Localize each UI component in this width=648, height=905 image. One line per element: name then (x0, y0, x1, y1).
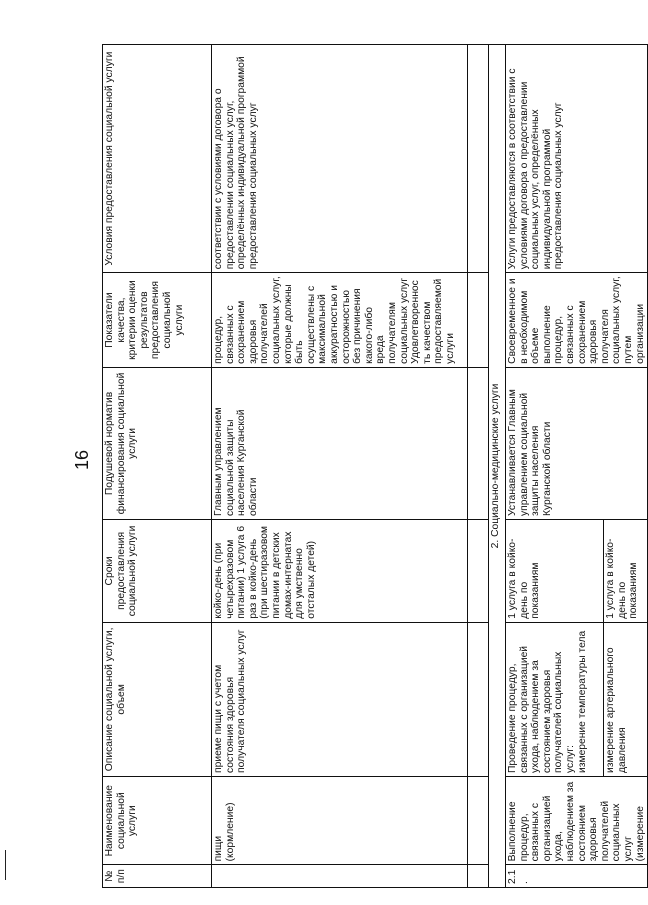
row2-name: Выполнение процедур, связанных с организацией ухода, наблюдением за состоянием здоровья получателей социальных услуг (измерение (506, 776, 648, 864)
header-indicators: Показатели качества, критерии оценки результатов предоставления социальной услуги (103, 273, 212, 368)
row1-terms: койко-день (при четырехразовом питании) 1 услуга 6 раз в койко-день (при шестиразовом питании в детских домах-интернатах для умственно отсталых детей) (212, 519, 468, 622)
row1-conditions: соответствии с условиями договора о предоставлении социальных услуг, определённых индивидуальной программой предоставления социальных услуг (212, 45, 468, 273)
row1-num (212, 865, 468, 888)
row2-norm: Устанавливается Главным управлением социальной защиты населения Курганской области (506, 367, 648, 519)
scan-edge-mark (5, 850, 6, 880)
row2-description-pressure: измерение артериального давления (604, 622, 648, 776)
header-terms: Сроки предоставления социальной услуги (103, 519, 212, 622)
table-row-spacer (468, 45, 489, 888)
row2-terms-a: 1 услуга в койко-день по показаниям (506, 519, 604, 622)
row2-conditions: Услуги предоставляются в соответствии с условиями договора о предоставлении социальных услуг, определённых индивидуальной программой предоставления социальных услуг (506, 45, 648, 273)
section-row (489, 45, 506, 888)
row1-description: приеме пищи с учетом состояния здоровья получателя социальных услуг (212, 622, 468, 776)
row2-description-a (506, 622, 604, 776)
table-row (506, 45, 604, 888)
social-services-table (102, 44, 648, 888)
row1-norm: Главным управлением социальной защиты населения Курганской области (212, 367, 468, 519)
row2-description-main: Проведение процедур, связанных с организацией ухода, наблюдением за состоянием здоровья получателей социальных услуг: (507, 645, 576, 773)
header-conditions: Условия предоставления социальной услуги (103, 45, 212, 273)
row2-description-temp: измерение температуры тела (576, 630, 588, 773)
table-row (212, 45, 468, 888)
header-name: Наименование социальной услуги (103, 776, 212, 864)
row2-indicators: Своевременное и в необходимом объеме выполнение процедур, связанных с сохранением здоровья получателя социальных услуг, путем организации (506, 273, 648, 368)
header-norm: Подушевой норматив финансирования социальной услуги (103, 367, 212, 519)
services-table-page (102, 44, 646, 888)
table-header-row (103, 45, 212, 888)
row2-num: 2.1. (506, 865, 648, 888)
row1-name: пищи (кормление) (212, 776, 468, 864)
header-num: № п/п (103, 865, 212, 888)
header-description: Описание социальной услуги, объем (103, 622, 212, 776)
row1-indicators: процедур, связанных с сохранением здоровья получателей социальных услуг, которые должны быть осуществлены с максимальной аккуратностью и осторожностью без причинения какого-либо вреда получателям социальных услуг Удовлетворенность качеством предоставляемой услуги (212, 273, 468, 368)
section-title: 2. Социально-медицинские услуги (489, 45, 506, 888)
row2-terms-b: 1 услуга в койко-день по показаниям (604, 519, 648, 622)
page-number: 16 (72, 449, 92, 470)
